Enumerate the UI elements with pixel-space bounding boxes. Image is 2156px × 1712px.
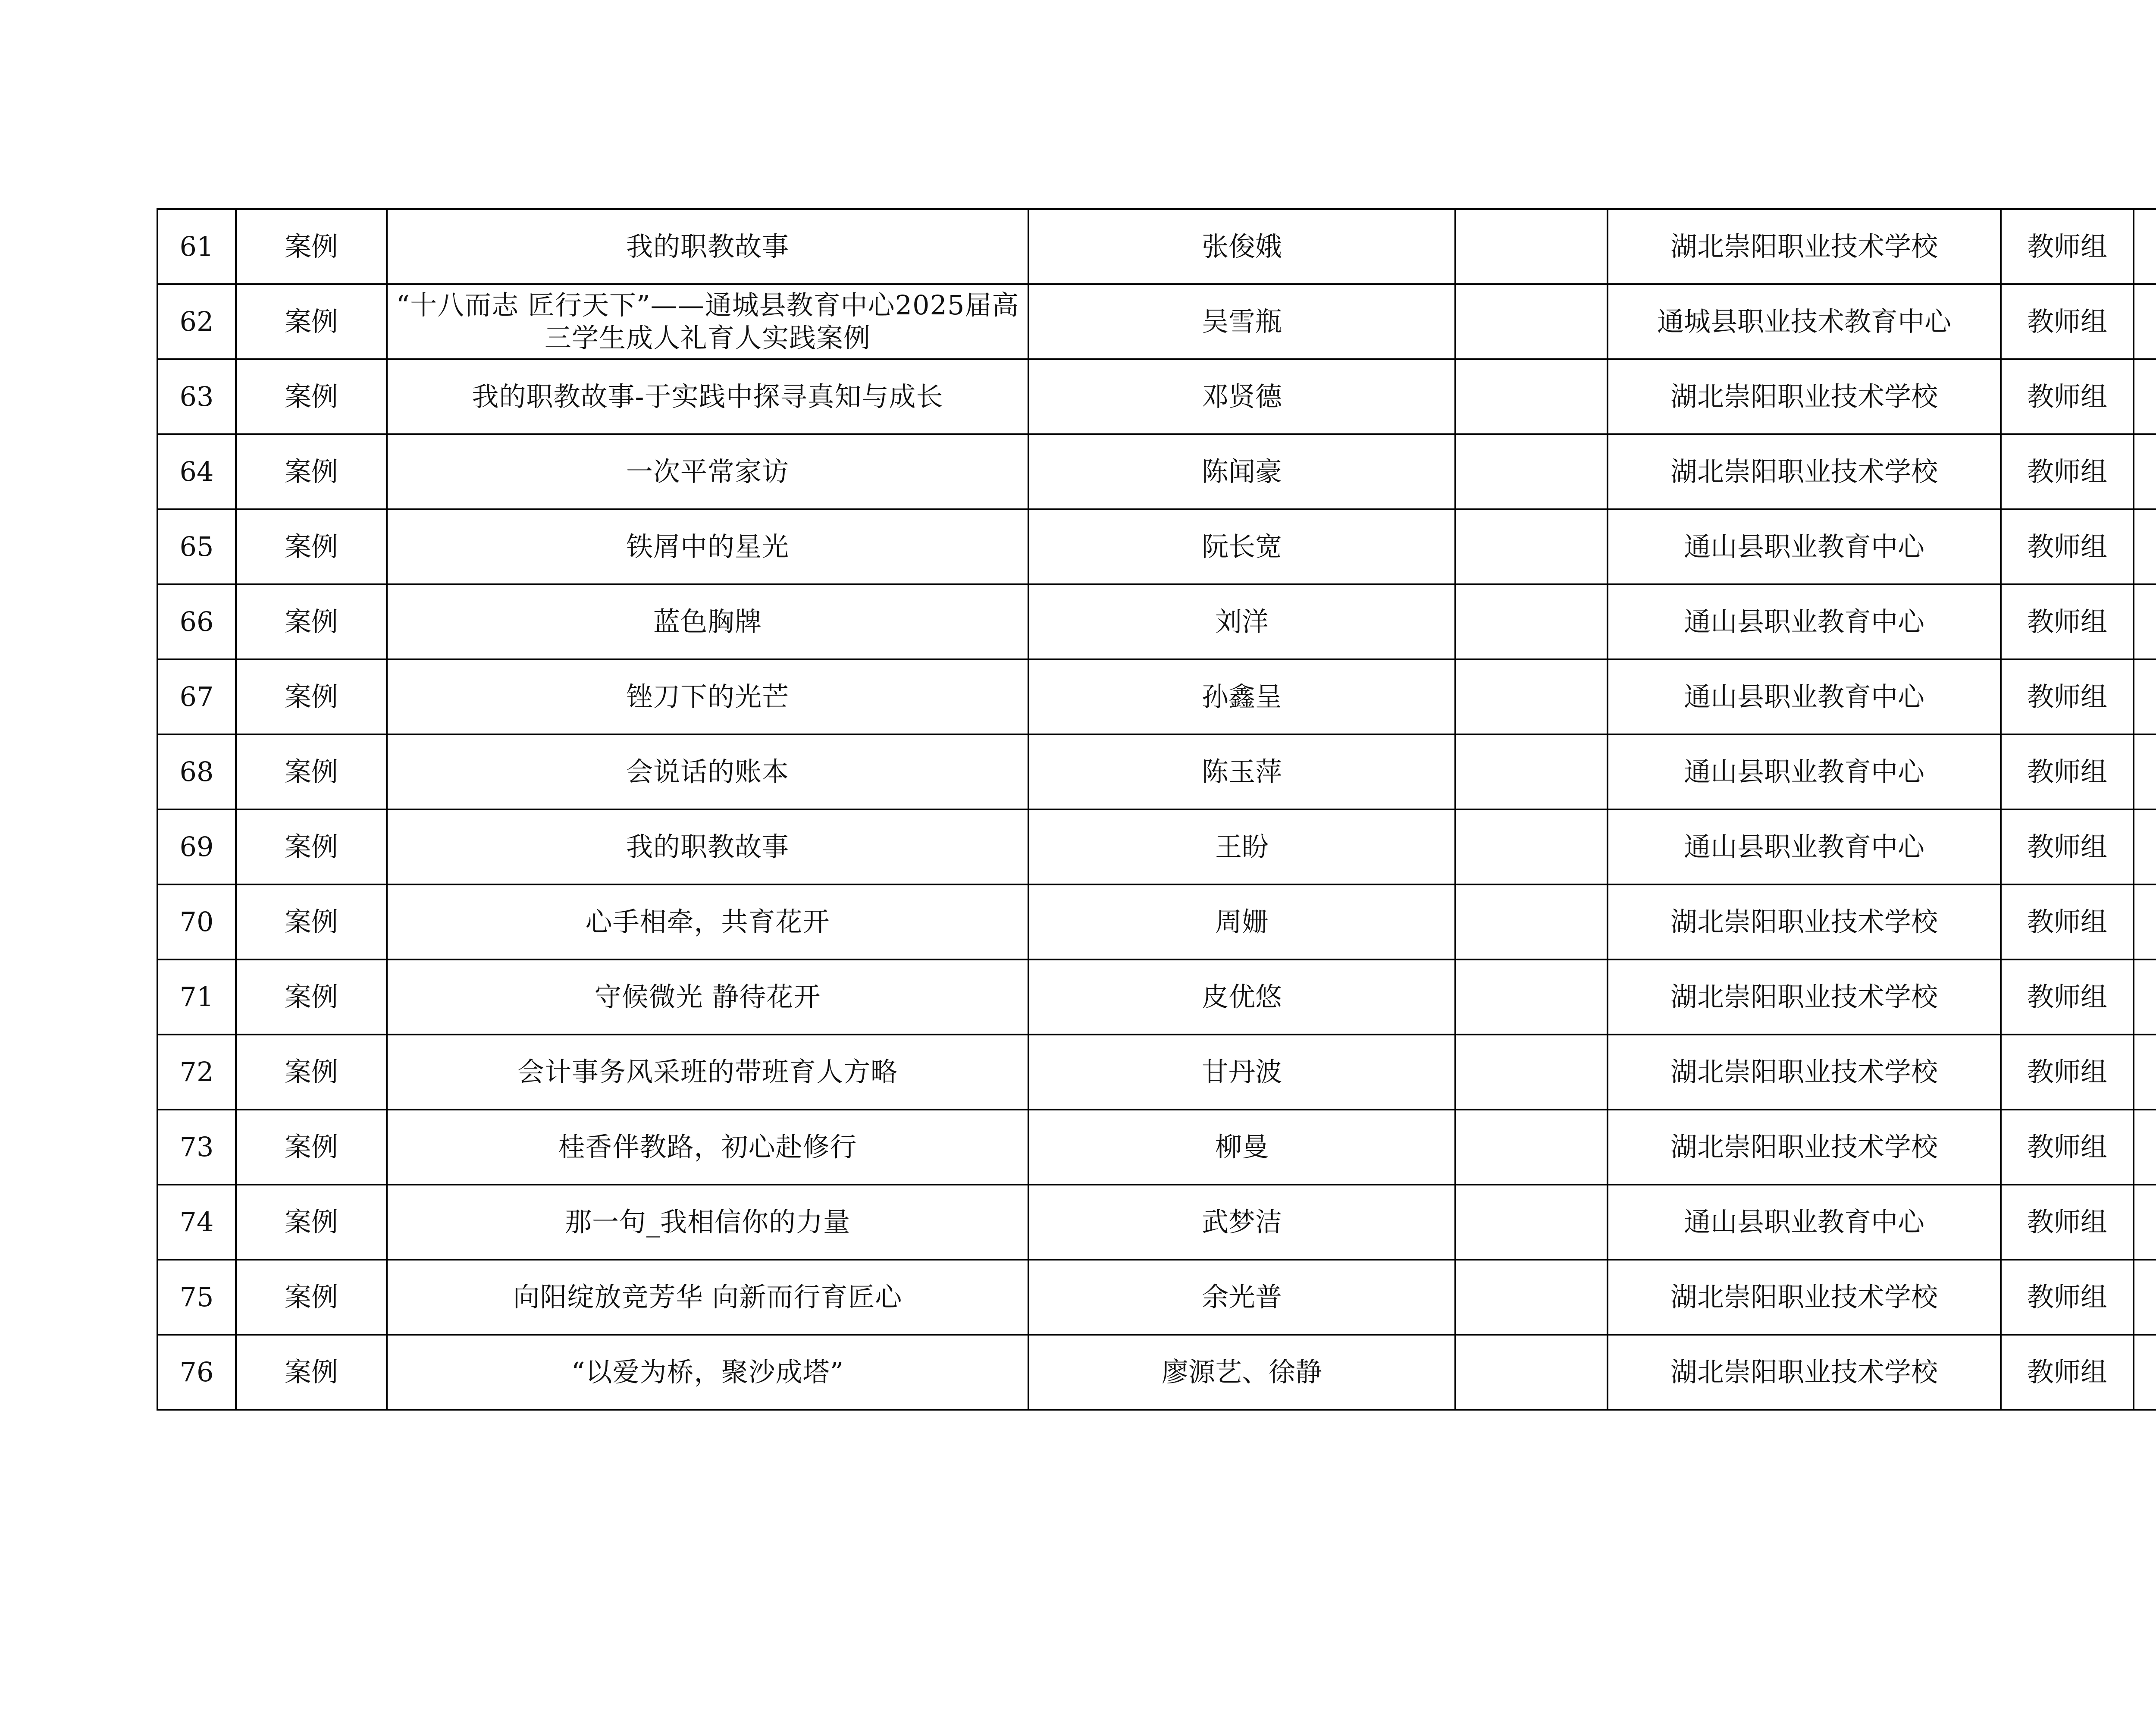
table-row [157,1110,2156,1185]
entry-unit: 通城县职业技术教育中心 [1608,284,2001,359]
entry-award [2134,809,2156,884]
entry-award [2134,584,2156,659]
entry-group: 教师组 [2001,284,2134,359]
entry-title: 向阳绽放竞芳华 向新而行育匠心 [387,1260,1028,1335]
entry-award [2134,1185,2156,1260]
entry-author: 余光普 [1028,1260,1455,1335]
entry-unit: 通山县职业教育中心 [1608,659,2001,734]
entry-author: 柳曼 [1028,1110,1455,1185]
entry-unit: 湖北崇阳职业技术学校 [1608,1335,2001,1410]
entry-extra [1455,584,1608,659]
entry-award [2134,1035,2156,1110]
row-number: 70 [157,884,236,959]
entry-author: 皮优悠 [1028,959,1455,1035]
entry-title: 会计事务风采班的带班育人方略 [387,1035,1028,1110]
entry-author: 廖源艺、徐静 [1028,1335,1455,1410]
entry-unit: 湖北崇阳职业技术学校 [1608,884,2001,959]
entry-type: 案例 [236,359,387,434]
entry-unit: 通山县职业教育中心 [1608,509,2001,584]
entry-title: “十八而志 匠行天下”——通城县教育中心2025届高三学生成人礼育人实践案例 [387,284,1028,359]
entry-author: 周姗 [1028,884,1455,959]
entry-author: 孙鑫呈 [1028,659,1455,734]
table-row [157,809,2156,884]
entry-type: 案例 [236,584,387,659]
entry-award [2134,509,2156,584]
table-row [157,1260,2156,1335]
table-row [157,1335,2156,1410]
row-number: 62 [157,284,236,359]
entry-extra [1455,809,1608,884]
entry-extra [1455,434,1608,509]
entry-title: 那一句_我相信你的力量 [387,1185,1028,1260]
entry-award [2134,959,2156,1035]
entry-type: 案例 [236,209,387,284]
entry-author: 武梦洁 [1028,1185,1455,1260]
row-number: 63 [157,359,236,434]
entry-type: 案例 [236,809,387,884]
entry-author: 陈闻豪 [1028,434,1455,509]
entry-group: 教师组 [2001,1335,2134,1410]
entry-title: 我的职教故事 [387,809,1028,884]
table-row [157,959,2156,1035]
entry-award [2134,734,2156,809]
entry-unit: 湖北崇阳职业技术学校 [1608,209,2001,284]
entry-title: 会说话的账本 [387,734,1028,809]
row-number: 76 [157,1335,236,1410]
table-row [157,584,2156,659]
entry-type: 案例 [236,734,387,809]
entry-title: 一次平常家访 [387,434,1028,509]
entry-extra [1455,359,1608,434]
entry-extra [1455,1260,1608,1335]
entry-award [2134,1110,2156,1185]
row-number: 65 [157,509,236,584]
entry-group: 教师组 [2001,509,2134,584]
entry-extra [1455,1335,1608,1410]
entry-group: 教师组 [2001,1185,2134,1260]
table-row [157,734,2156,809]
entry-award [2134,359,2156,434]
entry-extra [1455,659,1608,734]
entry-unit: 湖北崇阳职业技术学校 [1608,359,2001,434]
entry-author: 邓贤德 [1028,359,1455,434]
entry-unit: 湖北崇阳职业技术学校 [1608,1260,2001,1335]
entry-group: 教师组 [2001,659,2134,734]
entry-unit: 湖北崇阳职业技术学校 [1608,1035,2001,1110]
entry-group: 教师组 [2001,434,2134,509]
entry-unit: 通山县职业教育中心 [1608,809,2001,884]
row-number: 64 [157,434,236,509]
entry-award [2134,1260,2156,1335]
row-number: 69 [157,809,236,884]
entry-unit: 通山县职业教育中心 [1608,1185,2001,1260]
row-number: 74 [157,1185,236,1260]
entry-type: 案例 [236,1335,387,1410]
entry-group: 教师组 [2001,584,2134,659]
entry-extra [1455,284,1608,359]
award-list-table [157,208,2156,1411]
row-number: 61 [157,209,236,284]
table-row [157,1185,2156,1260]
entry-unit: 湖北崇阳职业技术学校 [1608,1110,2001,1185]
entry-title: 守候微光 静待花开 [387,959,1028,1035]
entry-award [2134,1335,2156,1410]
entry-type: 案例 [236,509,387,584]
entry-group: 教师组 [2001,359,2134,434]
entry-type: 案例 [236,1185,387,1260]
entry-group: 教师组 [2001,809,2134,884]
entry-group: 教师组 [2001,1260,2134,1335]
row-number: 75 [157,1260,236,1335]
row-number: 67 [157,659,236,734]
entry-extra [1455,1110,1608,1185]
entry-award [2134,659,2156,734]
entry-award [2134,434,2156,509]
entry-extra [1455,1185,1608,1260]
entry-group: 教师组 [2001,884,2134,959]
entry-award [2134,284,2156,359]
entry-extra [1455,734,1608,809]
row-number: 72 [157,1035,236,1110]
entry-type: 案例 [236,659,387,734]
entry-unit: 湖北崇阳职业技术学校 [1608,434,2001,509]
entry-title: 我的职教故事 [387,209,1028,284]
entry-group: 教师组 [2001,959,2134,1035]
table-row [157,884,2156,959]
entry-extra [1455,1035,1608,1110]
entry-title: 心手相牵，共育花开 [387,884,1028,959]
table-row [157,209,2156,284]
row-number: 66 [157,584,236,659]
entry-title: “以爱为桥，聚沙成塔” [387,1335,1028,1410]
entry-extra [1455,209,1608,284]
entry-type: 案例 [236,959,387,1035]
table-row [157,509,2156,584]
entry-author: 陈玉萍 [1028,734,1455,809]
entry-type: 案例 [236,284,387,359]
entry-title: 我的职教故事-于实践中探寻真知与成长 [387,359,1028,434]
row-number: 71 [157,959,236,1035]
table-row [157,359,2156,434]
entry-author: 阮长宽 [1028,509,1455,584]
entry-type: 案例 [236,1035,387,1110]
entry-author: 刘洋 [1028,584,1455,659]
table-body [157,209,2156,1410]
entry-group: 教师组 [2001,1035,2134,1110]
entry-unit: 通山县职业教育中心 [1608,584,2001,659]
entry-type: 案例 [236,1110,387,1185]
entry-extra [1455,884,1608,959]
entry-award [2134,884,2156,959]
entry-author: 张俊娥 [1028,209,1455,284]
entry-group: 教师组 [2001,1110,2134,1185]
entry-unit: 湖北崇阳职业技术学校 [1608,959,2001,1035]
entry-extra [1455,959,1608,1035]
entry-type: 案例 [236,884,387,959]
entry-group: 教师组 [2001,734,2134,809]
entry-title: 桂香伴教路，初心赴修行 [387,1110,1028,1185]
row-number: 73 [157,1110,236,1185]
entry-type: 案例 [236,434,387,509]
entry-award [2134,209,2156,284]
entry-extra [1455,509,1608,584]
entry-author: 吴雪瓶 [1028,284,1455,359]
table-row [157,434,2156,509]
entry-author: 王盼 [1028,809,1455,884]
table-row [157,284,2156,359]
entry-unit: 通山县职业教育中心 [1608,734,2001,809]
table-row [157,1035,2156,1110]
entry-group: 教师组 [2001,209,2134,284]
table-row [157,659,2156,734]
entry-title: 铁屑中的星光 [387,509,1028,584]
entry-author: 甘丹波 [1028,1035,1455,1110]
row-number: 68 [157,734,236,809]
entry-type: 案例 [236,1260,387,1335]
entry-title: 蓝色胸牌 [387,584,1028,659]
entry-title: 锉刀下的光芒 [387,659,1028,734]
